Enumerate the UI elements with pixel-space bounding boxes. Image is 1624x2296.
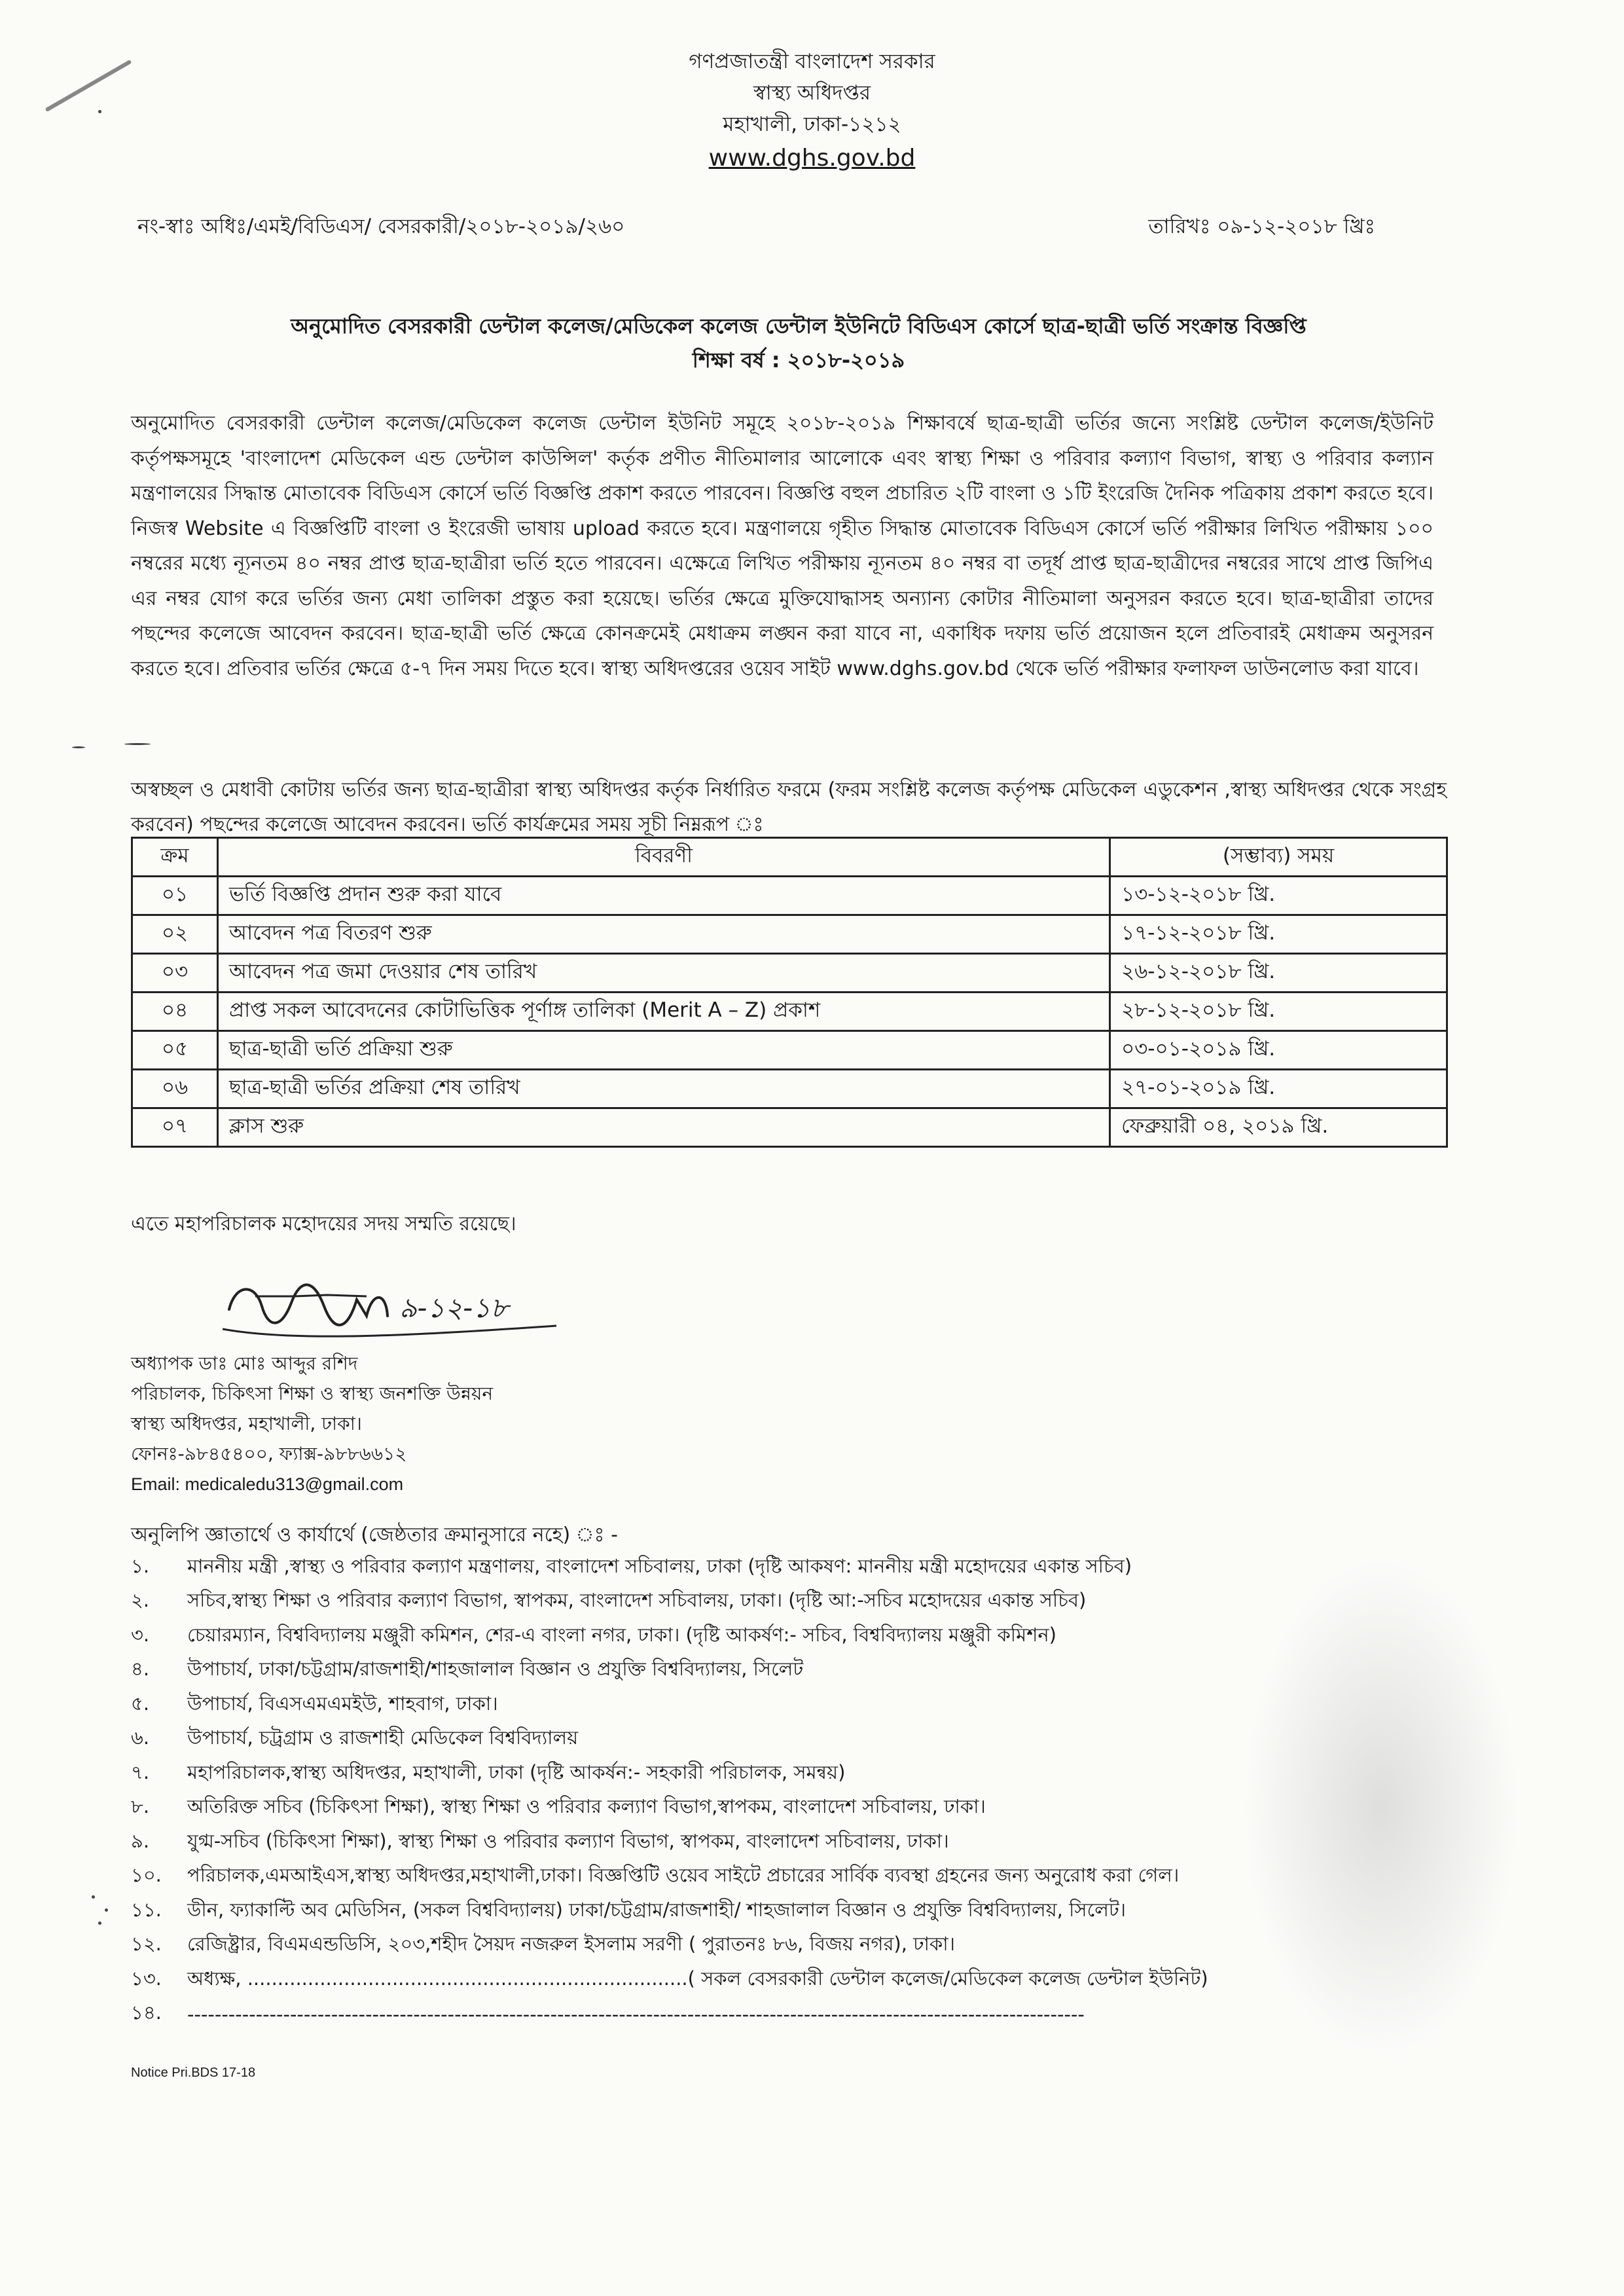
signatory-phone: ফোনঃ-৯৮৪৫৪০০, ফ্যাক্স-৯৮৮৬৬১২ — [131, 1443, 407, 1465]
row-description: ভর্তি বিজ্ঞপ্তি প্রদান শুরু করা যাবে — [218, 877, 1110, 915]
copy-heading: অনুলিপি জ্ঞাতার্থে ও কার্যার্থে (জেষ্ঠতার ক্রমানুসারে নহে) ঃ - — [131, 1523, 618, 1546]
row-date: ২৭-০১-২০১৯ খ্রি. — [1110, 1070, 1447, 1108]
table-row — [132, 877, 1447, 915]
item-number: ২. — [131, 1589, 150, 1612]
row-description: আবেদন পত্র বিতরণ শুরু — [218, 915, 1110, 954]
row-date: ০৩-০১-২০১৯ খ্রি. — [1110, 1031, 1447, 1070]
speck — [124, 743, 151, 745]
table-row — [132, 954, 1447, 993]
row-serial: ০৩ — [132, 954, 218, 993]
signatory-email[interactable]: Email: medicaledu313@gmail.com — [131, 1474, 404, 1494]
row-date: ১৭-১২-২০১৮ খ্রি. — [1110, 915, 1447, 954]
item-number: ৩. — [131, 1623, 150, 1646]
notice-title — [118, 309, 1479, 377]
row-description: প্রাপ্ত সকল আবেদনের কোটাভিত্তিক পূর্ণাঙ্গ তালিকা (Merit A – Z) প্রকাশ — [218, 993, 1110, 1031]
govt-name: গণপ্রজাতন্ত্রী বাংলাদেশ সরকার — [689, 50, 935, 73]
body-paragraph-2: অস্বচ্ছল ও মেধাবী কোটায় ভর্তির জন্য ছাত্র-ছাত্রীরা স্বাস্থ্য অধিদপ্তর কর্তৃক নির্ধারিত ফরমে (ফরম সংশ্লিষ্ট কলেজ কর্তৃপক্ষ মেডিকেল এডুকেশন ,স্বাস্থ্য অধিদপ্তর থেকে সংগ্রহ করবেন) পছন্দের কলেজে আবেদন করবেন। ভর্তি কার্যক্রমের সময় সূচী নিম্নরূপ ঃ — [131, 778, 1447, 836]
row-serial: ০১ — [132, 877, 218, 915]
list-item — [131, 1860, 1492, 1895]
website-link[interactable]: www.dghs.gov.bd — [708, 145, 916, 172]
list-item — [131, 1757, 1492, 1791]
letterhead — [0, 46, 1624, 177]
item-text: ডীন, ফ্যাকাল্টি অব মেডিসিন, (সকল বিশ্ববিদ্যালয়) ঢাকা/চট্টগ্রাম/রাজশাহী/ শাহজালাল বিজ্ঞান ও প্রযুক্তি বিশ্ববিদ্যালয়, সিলেট। — [187, 1898, 1127, 1921]
item-number: ১৪. — [131, 2001, 162, 2024]
item-number: ৭. — [131, 1760, 150, 1783]
row-date: ১৩-১২-২০১৮ খ্রি. — [1110, 877, 1447, 915]
academic-year: শিক্ষা বর্ষ : ২০১৮-২০১৯ — [692, 348, 905, 373]
list-item — [131, 1619, 1492, 1654]
item-text: উপাচার্য, ঢাকা/চট্টগ্রাম/রাজশাহী/শাহজালাল বিজ্ঞান ও প্রযুক্তি বিশ্ববিদ্যালয়, সিলেট — [187, 1658, 804, 1681]
list-item — [131, 1654, 1492, 1688]
list-item — [131, 1791, 1492, 1826]
signatory-office: স্বাস্থ্য অধিদপ্তর, মহাখালী, ঢাকা। — [131, 1413, 362, 1434]
table-row — [132, 1070, 1447, 1108]
copy-recipients-list — [131, 1550, 1492, 2032]
col-description-header: বিবরণী — [218, 838, 1110, 877]
row-description: ছাত্র-ছাত্রী ভর্তি প্রক্রিয়া শুরু — [218, 1031, 1110, 1070]
item-text: পরিচালক,এমআইএস,স্বাস্থ্য অধিদপ্তর,মহাখালী,ঢাকা। বিজ্ঞপ্তিটি ওয়েব সাইটে প্রচারের সার্বিক ব্যবস্থা গ্রহনের জন্য অনুরোধ করা গেল। — [187, 1864, 1180, 1887]
row-description: ক্লাস শুরু — [218, 1108, 1110, 1147]
footer-note: Notice Pri.BDS 17-18 — [131, 2066, 256, 2080]
speck — [72, 746, 85, 748]
list-item — [131, 1550, 1492, 1585]
title-line-1: অনুমোদিত বেসরকারী ডেন্টাল কলেজ/মেডিকেল কলেজ ডেন্টাল ইউনিটে বিডিএস কোর্সে ছাত্র-ছাত্রী ভর্তি সংক্রান্ত বিজ্ঞপ্তি — [291, 314, 1307, 338]
table-row — [132, 1031, 1447, 1070]
list-item — [131, 1825, 1492, 1860]
item-number: ১১. — [131, 1898, 162, 1921]
item-text: অতিরিক্ত সচিব (চিকিৎসা শিক্ষা), স্বাস্থ্য শিক্ষা ও পরিবার কল্যাণ বিভাগ,স্বাপকম, বাংলাদেশ সচিবালয়, ঢাকা। — [187, 1795, 986, 1818]
signature-date: ৯-১২-১৮ — [399, 1292, 509, 1324]
department-name: স্বাস্থ্য অধিদপ্তর — [753, 81, 871, 105]
list-item — [131, 1929, 1492, 1963]
speck — [105, 1908, 108, 1912]
table-row — [132, 993, 1447, 1031]
signatory-designation: পরিচালক, চিকিৎসা শিক্ষা ও স্বাস্থ্য জনশক্তি উন্নয়ন — [131, 1383, 494, 1404]
speck — [92, 1895, 95, 1899]
table-header-row — [132, 838, 1447, 877]
item-text: মাননীয় মন্ত্রী ,স্বাস্থ্য ও পরিবার কল্যাণ মন্ত্রণালয়, বাংলাদেশ সচিবালয়, ঢাকা (দৃষ্টি আকষণ: মাননীয় মন্ত্রী মহোদয়ের একান্ত সচিব) — [187, 1554, 1132, 1577]
table-row — [132, 915, 1447, 954]
item-text: অধ্যক্ষ, .........................................................................( সকল বেসরকারী ডেন্টাল কলেজ/মেডিকেল কলেজ ডেন্টাল ইউনিট) — [187, 1967, 1208, 1990]
memo-date: তারিখঃ ০৯-১২-২০১৮ খ্রিঃ — [1148, 215, 1375, 238]
item-number: ১. — [131, 1554, 150, 1577]
address: মহাখালী, ঢাকা-১২১২ — [723, 113, 901, 136]
list-item — [131, 1894, 1492, 1929]
row-date: ২৬-১২-২০১৮ খ্রি. — [1110, 954, 1447, 993]
item-number: ৫. — [131, 1692, 150, 1715]
item-number: ৮. — [131, 1795, 150, 1818]
item-number: ৪. — [131, 1658, 150, 1681]
list-item — [131, 1963, 1492, 1997]
list-item — [131, 1722, 1492, 1757]
signatory-name: অধ্যাপক ডাঃ মোঃ আব্দুর রশিদ — [131, 1353, 358, 1374]
item-text: যুগ্ম-সচিব (চিকিৎসা শিক্ষা), স্বাস্থ্য শিক্ষা ও পরিবার কল্যাণ বিভাগ, স্বাপকম, বাংলাদেশ সচিবালয়, ঢাকা। — [187, 1829, 949, 1852]
list-item — [131, 1688, 1492, 1722]
row-serial: ০২ — [132, 915, 218, 954]
item-text: উপাচার্য, বিএসএমএমইউ, শাহবাগ, ঢাকা। — [187, 1692, 498, 1715]
row-date: ফেব্রুয়ারী ০৪, ২০১৯ খ্রি. — [1110, 1108, 1447, 1147]
signatory-block — [131, 1349, 493, 1499]
item-text: চেয়ারম্যান, বিশ্ববিদ্যালয় মঞ্জুরী কমিশন, শের-এ বাংলা নগর, ঢাকা। (দৃষ্টি আকর্ষণ:- সচিব, বিশ্ববিদ্যালয় মঞ্জুরী কমিশন) — [187, 1623, 1056, 1646]
item-number: ১৩. — [131, 1967, 162, 1990]
row-description: ছাত্র-ছাত্রী ভর্তির প্রক্রিয়া শেষ তারিখ — [218, 1070, 1110, 1108]
row-serial: ০৫ — [132, 1031, 218, 1070]
handwritten-signature — [216, 1270, 583, 1349]
speck — [98, 1922, 101, 1925]
item-text: মহাপরিচালক,স্বাস্থ্য অধিদপ্তর, মহাখালী, ঢাকা (দৃষ্টি আকর্ষন:- সহকারী পরিচালক, সমন্বয়) — [187, 1760, 846, 1783]
item-text: উপাচার্য, চট্রগ্রাম ও রাজশাহী মেডিকেল বিশ্ববিদ্যালয় — [187, 1726, 579, 1749]
row-serial: ০৬ — [132, 1070, 218, 1108]
memo-number: নং-স্বাঃ অধিঃ/এমই/বিডিএস/ বেসরকারী/২০১৮-২০১৯/২৬০ — [137, 215, 625, 238]
list-item — [131, 1585, 1492, 1620]
row-date: ২৮-১২-২০১৮ খ্রি. — [1110, 993, 1447, 1031]
body-paragraph-1: অনুমোদিত বেসরকারী ডেন্টাল কলেজ/মেডিকেল কলেজ ডেন্টাল ইউনিট সমূহে ২০১৮-২০১৯ শিক্ষাবর্ষে ছাত্র-ছাত্রী ভর্তির জন্যে সংশ্লিষ্ট ডেন্টাল কলেজ/ইউনিট কর্তৃপক্ষসমূহে 'বাংলাদেশ মেডিকেল এন্ড ডেন্টাল কাউন্সিল' কর্তৃক প্রণীত নীতিমালার আলোকে এবং স্বাস্থ্য শিক্ষা ও পরিবার কল্যাণ বিভাগ, স্বাস্থ্য ও পরিবার কল্যান মন্ত্রণালয়ের সিদ্ধান্ত মোতাবেক বিডিএস কোর্সে ভর্তি বিজ্ঞপ্তি প্রকাশ করতে পারবেন। বিজ্ঞপ্তি বহুল প্রচারিত ২টি বাংলা ও ১টি ইংরেজি দৈনিক পত্রিকায় প্রকাশ করতে হবে। নিজস্ব Website এ বিজ্ঞপ্তিটি বাংলা ও ইংরেজী ভাষায় upload করতে হবে। মন্ত্রণালয়ে গৃহীত সিদ্ধান্ত মোতাবেক বিডিএস কোর্সে ভর্তি পরীক্ষার লিখিত পরীক্ষায় ১০০ নম্বরের মধ্যে ন্যূনতম ৪০ নম্বর প্রাপ্ত ছাত্র-ছাত্রীরা ভর্তি হতে পারবেন। এক্ষেত্রে লিখিত পরীক্ষায় ন্যূনতম ৪০ নম্বর বা তদূর্ধ প্রাপ্ত ছাত্র-ছাত্রীদের নম্বরের সাথে প্রাপ্ত জিপিএ এর নম্বর যোগ করে ভর্তির জন্য মেধা তালিকা প্রস্তুত করা হয়েছে। ভর্তির ক্ষেত্রে মুক্তিযোদ্ধাসহ অন্যান্য কোটার নীতিমালা অনুসরন করতে হবে। ছাত্র-ছাত্রীরা তাদের পছন্দের কলেজে আবেদন করবেন। ছাত্র-ছাত্রী ভর্তি ক্ষেত্রে কোনক্রমেই মেধাক্রম লঙ্ঘন করা যাবে না, একাধিক দফায় ভর্তি প্রয়োজন হলে প্রতিবারই মেধাক্রম অনুসরন করতে হবে। প্রতিবার ভর্তির ক্ষেত্রে ৫-৭ দিন সময় দিতে হবে। স্বাস্থ্য অধিদপ্তরের ওয়েব সাইট www.dghs.gov.bd থেকে ভর্তি পরীক্ষার ফলাফল ডাউনলোড করা যাবে। — [131, 412, 1434, 680]
item-number: ৯. — [131, 1829, 150, 1852]
list-item — [131, 1997, 1492, 2032]
item-text: ----------------------------------------------------------------------------------------------------------------------------------- — [187, 2003, 1085, 2026]
row-serial: ০৪ — [132, 993, 218, 1031]
item-number: ১২. — [131, 1933, 162, 1956]
row-description: আবেদন পত্র জমা দেওয়ার শেষ তারিখ — [218, 954, 1110, 993]
table-row — [132, 1108, 1447, 1147]
item-text: সচিব,স্বাস্থ্য শিক্ষা ও পরিবার কল্যাণ বিভাগ, স্বাপকম, বাংলাদেশ সচিবালয়, ঢাকা। (দৃষ্টি আ:-সচিব মহোদয়ের একান্ত সচিব) — [187, 1589, 1087, 1612]
item-text: রেজিষ্ট্রার, বিএমএন্ডডিসি, ২০৩,শহীদ সৈয়দ নজরুল ইসলাম সরণী ( পুরাতনঃ ৮৬, বিজয় নগর), ঢাকা। — [187, 1933, 956, 1956]
item-number: ৬. — [131, 1726, 150, 1749]
col-date-header: (সম্ভাব্য) সময় — [1110, 838, 1447, 877]
col-serial-header: ক্রম — [132, 838, 218, 877]
admission-schedule-table — [131, 837, 1448, 1148]
row-serial: ০৭ — [132, 1108, 218, 1147]
item-number: ১০. — [131, 1864, 162, 1887]
consent-note: এতে মহাপরিচালক মহোদয়ের সদয় সম্মতি রয়েছে। — [131, 1212, 516, 1235]
